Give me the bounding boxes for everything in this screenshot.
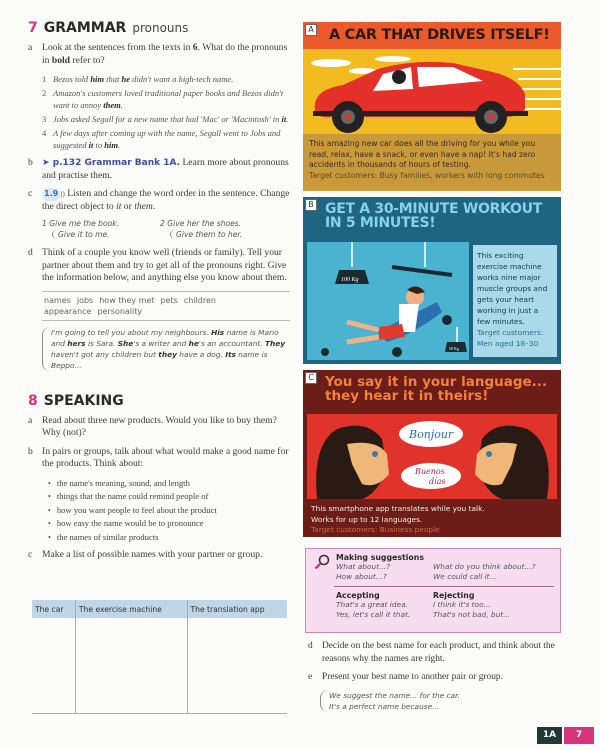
card-label: A — [305, 24, 317, 36]
svg-text:Bonjour: Bonjour — [409, 428, 454, 441]
exercise-7d: d Think of a couple you know well (friends or family). Tell your partner about them and try to get all of the pronouns right. Give the information below, and anything else you know about them. — [28, 247, 287, 283]
list-item: • how you want people to feel about the product — [48, 504, 290, 518]
right-exercises — [308, 640, 570, 712]
speech-bubble: Give them to her. — [170, 230, 278, 239]
exercise-text: Look at the sentences from the texts in 6. What do the pronouns in bold refer to? — [42, 42, 288, 66]
target-customers: Target customers: Busy families, workers with long commutes — [309, 170, 545, 180]
card-description: This amazing new car does all the driving for you while you read, relax, have a snack, or even have a nap! It's had zero accidents in thousands of hours of testing. Target customers: Busy families, workers with long commutes — [303, 134, 561, 191]
list-item: 3 Jobs asked Segall for a new name that had 'Mac' or 'Macintosh' in it. — [42, 114, 289, 124]
product-card-a — [303, 22, 561, 191]
column-header-exercise-machine: The exercise machine — [75, 600, 187, 618]
list-item: 2 Amazon's customers loved traditional paper books and Bezos didn't want to annoy them. — [42, 88, 284, 110]
list-item: • things that the name could remind people of — [48, 490, 290, 504]
useful-phrases-box: Making suggestions What about...? What do you think about...? How about...? We could call it... Accepting That's a great idea. Yes, let's call it that. Rejecting I think it's too... That's not bad, but... — [305, 548, 561, 633]
card-title: You say it in your language... they hear it in theirs! — [325, 374, 548, 404]
exercise-machine-illustration — [307, 242, 469, 360]
table-cell-car[interactable] — [32, 618, 75, 713]
section-subtitle: pronouns — [132, 21, 189, 35]
svg-text:días: días — [429, 477, 446, 486]
grammar-bank-link[interactable]: ➤ p.132 Grammar Bank 1A. — [42, 158, 181, 168]
exercise-letter: a — [28, 42, 33, 53]
section-number: 7 — [28, 20, 38, 36]
example-pairs — [42, 219, 290, 239]
exercise-8c: c Make a list of possible names with your partner or group. — [28, 549, 263, 560]
unit-tag: 1A — [537, 727, 562, 744]
target-customers: Target customers: Business people — [311, 525, 440, 534]
product-card-c: C You say it in your language... they hear it in theirs! Bonjour Buenos días This smartphone app translates while you talk. Works for up to 12 languages. Target customers: Business people — [303, 370, 561, 537]
exercise-8b: b In pairs or groups, talk about what would make a good name for the products. Think about: — [28, 445, 289, 469]
exercise-8d: d Decide on the best name for each product, and think about the reasons why the names are right. — [308, 641, 555, 664]
card-description: This smartphone app translates while you talk. Works for up to 12 languages. Target customers: Business people — [303, 501, 561, 537]
word-box: names jobs how they met pets children appearance personality — [42, 291, 290, 321]
left-column — [28, 20, 290, 568]
card-description: This exciting exercise machine works nine major muscle groups and gets your heart working in just a few minutes. Target customers: Men aged 18–30 — [473, 245, 557, 357]
section-title: GRAMMAR — [43, 20, 127, 36]
magnifier-icon — [314, 554, 330, 570]
table-cell-exercise-machine[interactable] — [75, 618, 187, 713]
column-header-translation-app: The translation app — [187, 600, 287, 618]
exercise-7a — [28, 42, 290, 67]
names-table — [32, 600, 287, 714]
table-cell-translation-app[interactable] — [187, 618, 287, 713]
list-item: 1 Bezos told him that he didn't want a high-tech name. — [42, 74, 234, 84]
car-illustration — [303, 49, 561, 134]
section-7-heading — [28, 20, 290, 36]
svg-text:100 Kg: 100 Kg — [341, 277, 359, 283]
arrow-icon: ➤ — [42, 158, 50, 168]
exercise-7c: c 1.9 )) Listen and change the word order in the sentence. Change the direct object to it or them. — [28, 188, 290, 212]
audio-track-button[interactable]: 1.9 — [42, 188, 60, 201]
product-card-b: B GET A 30-MINUTE WORKOUT IN 5 MINUTES! 100 Kg 50 Kg This exciting exercise machine works nine major muscle groups and gets your heart working in just a few minutes. Target customers: Men aged 18–30 — [303, 197, 561, 364]
accepting-phrases: Accepting That's a great idea. Yes, let's call it that. — [336, 591, 411, 619]
divider — [334, 586, 554, 587]
speech-bubble: Give it to me. — [52, 230, 160, 239]
list-item: • how easy the name would be to pronounce — [48, 517, 290, 531]
list-item: • the name's meaning, sound, and length — [48, 477, 290, 491]
list-item: • the names of similar products — [48, 531, 290, 545]
card-title: A CAR THAT DRIVES ITSELF! — [303, 22, 561, 49]
svg-text:50 Kg: 50 Kg — [449, 346, 459, 351]
audio-icon: )) — [60, 190, 65, 198]
list-item: 4 A few days after coming up with the name, Segall went to Jobs and suggested it to him. — [42, 128, 281, 150]
card-title: GET A 30-MINUTE WORKOUT IN 5 MINUTES! — [325, 201, 542, 231]
example-2: 2 Give her the shoes. Give them to her. — [160, 219, 278, 239]
column-header-car: The car — [32, 600, 75, 618]
translation-app-illustration — [307, 414, 557, 499]
exercise-8e: e Present your best name to another pair or group. — [308, 672, 503, 682]
model-speech: We suggest the name... for the car. It's a perfect name because... — [320, 690, 570, 712]
section-8-heading: 8 SPEAKING — [28, 392, 124, 409]
svg-text:Buenos: Buenos — [415, 467, 445, 476]
example-1: 1 Give me the book. Give it to me. — [42, 219, 160, 239]
exercise-8a: a Read about three new products. Would you like to buy them? Why (not)? — [28, 414, 277, 438]
exercise-7b: b ➤ p.132 Grammar Bank 1A. Learn more about pronouns and practise them. — [28, 157, 289, 181]
phrases-title: Making suggestions — [336, 553, 424, 562]
sentence-list — [42, 73, 290, 151]
page-number: 7 — [564, 727, 594, 744]
bullet-list — [48, 477, 290, 545]
target-customers: Target customers: Men aged 18–30 — [477, 328, 544, 348]
model-speech: I'm going to tell you about my neighbours. His name is Mario and hers is Sara. She's a writer and he's an accountant. They haven't got any children but they have a dog. Its name is Beppo... — [42, 327, 290, 371]
rejecting-phrases: Rejecting I think it's too... That's not bad, but... — [433, 591, 511, 619]
